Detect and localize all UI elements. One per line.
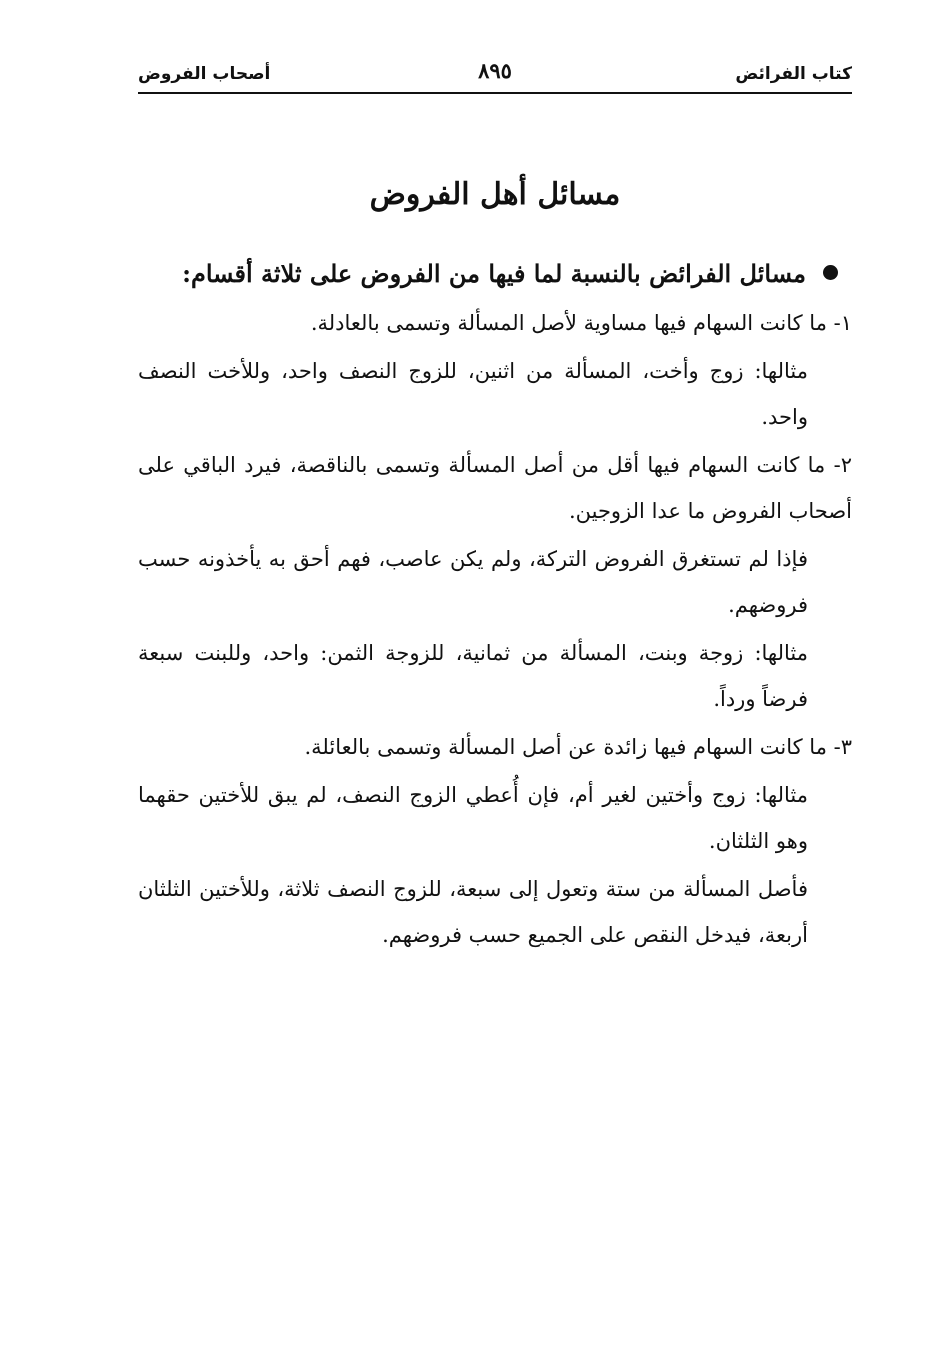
example-paragraph: مثالها: زوج وأخت، المسألة من اثنين، للزوج النصف واحد، وللأخت النصف واحد. bbox=[138, 359, 808, 429]
lead-text: مسائل الفرائض بالنسبة لما فيها من الفروض على ثلاثة أقسام: bbox=[182, 259, 806, 288]
section-title: مسائل أهل الفروض bbox=[369, 177, 621, 212]
explanation-paragraph: فأصل المسألة من ستة وتعول إلى سبعة، للزوج النصف ثلاثة، وللأختين الثلثان أربعة، فيدخل النقص على الجميع حسب فروضهم. bbox=[138, 877, 808, 947]
list-item-2: ٢- ما كانت السهام فيها أقل من أصل المسألة وتسمى بالناقصة، فيرد الباقي على أصحاب الفروض ما عدا الزوجين. bbox=[138, 453, 852, 523]
book-title: كتاب الفرائض bbox=[735, 64, 852, 84]
chapter-title: أصحاب الفروض bbox=[138, 64, 271, 84]
page-content bbox=[138, 168, 852, 960]
example-paragraph: مثالها: زوج وأختين لغير أم، فإن أُعطي الزوج النصف، لم يبق للأختين حقهما وهو الثلثان. bbox=[138, 783, 808, 853]
explanation-paragraph: فإذا لم تستغرق الفروض التركة، ولم يكن عاصب، فهم أحق به يأخذونه حسب فروضهم. bbox=[138, 547, 808, 617]
list-item-3: ٣- ما كانت السهام فيها زائدة عن أصل المسألة وتسمى بالعائلة. bbox=[304, 735, 852, 759]
lead-paragraph bbox=[138, 252, 852, 296]
page-number: ٨٩٥ bbox=[478, 58, 512, 83]
example-paragraph: مثالها: زوجة وبنت، المسألة من ثمانية، للزوجة الثمن: واحد، وللبنت سبعة فرضاً ورداً. bbox=[138, 641, 808, 711]
running-header bbox=[138, 58, 852, 94]
list-item-1: ١- ما كانت السهام فيها مساوية لأصل المسألة وتسمى بالعادلة. bbox=[310, 311, 852, 335]
bullet-icon bbox=[823, 265, 838, 280]
